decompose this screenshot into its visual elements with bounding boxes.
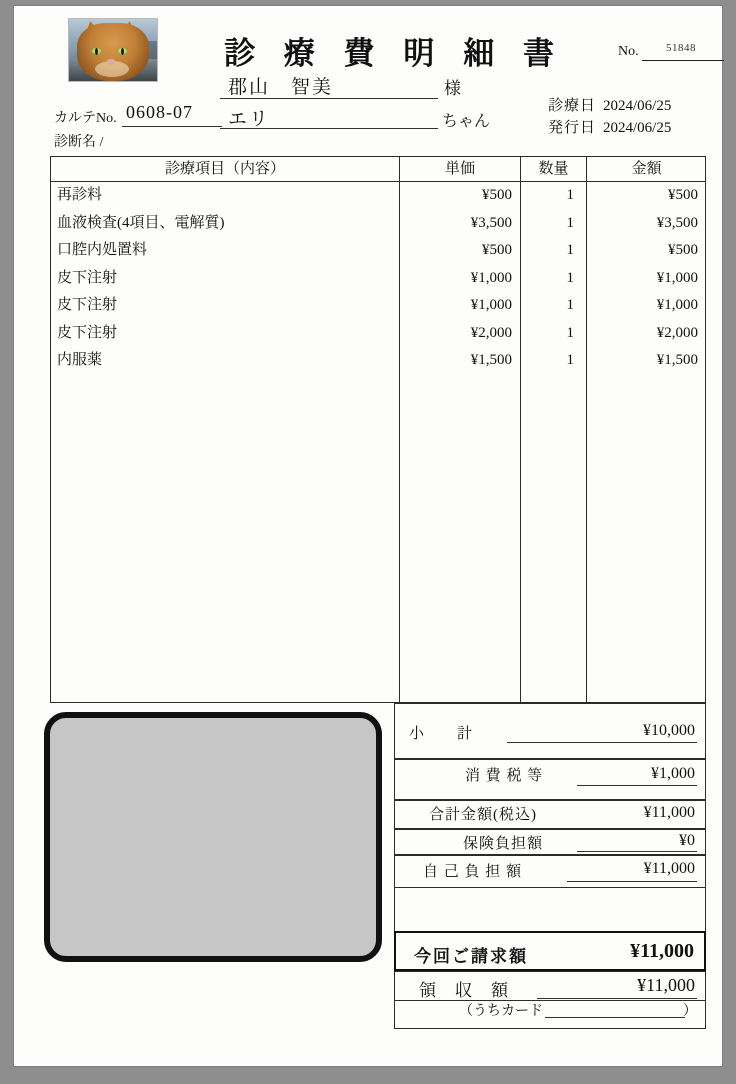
cell-amount: ¥1,000 — [656, 297, 698, 313]
pet-name: エリ — [228, 109, 271, 130]
column-header-unit-price: 単価 — [399, 157, 520, 181]
card-note-open: （うちカード — [459, 1004, 543, 1019]
cell-quantity: 1 — [566, 352, 574, 368]
column-header-quantity: 数量 — [520, 157, 586, 181]
cell-quantity: 1 — [566, 297, 574, 313]
billed-amount-label: 今回ご請求額 — [414, 947, 528, 966]
self-pay-value: ¥11,000 — [643, 860, 695, 877]
cell-quantity: 1 — [566, 187, 574, 203]
cell-unit-price: ¥3,500 — [470, 214, 512, 231]
cell-amount: ¥500 — [668, 187, 698, 203]
cell-item: 皮下注射 — [57, 269, 118, 286]
pet-name-rule — [220, 128, 438, 129]
billed-amount-value: ¥11,000 — [630, 940, 694, 962]
subtotal-rule — [507, 742, 697, 743]
visit-date-value: 2024/06/25 — [603, 98, 672, 114]
cell-unit-price: ¥2,000 — [470, 324, 512, 341]
redaction-block — [44, 712, 382, 962]
issue-date-row — [548, 116, 671, 137]
cell-item: 口腔内処置料 — [57, 242, 148, 258]
total-label: 合計金額(税込) — [429, 807, 537, 823]
total-value: ¥11,000 — [643, 804, 695, 821]
cat-nose-icon — [107, 59, 115, 65]
visit-date-label: 診療日 — [548, 98, 597, 114]
table-row — [51, 292, 705, 320]
table-header-row — [51, 157, 705, 182]
cat-pupil-left-icon — [95, 48, 98, 55]
visit-date-row — [548, 94, 671, 115]
table-row — [51, 210, 705, 238]
table-body — [51, 182, 705, 702]
cell-amount: ¥3,500 — [656, 214, 698, 231]
column-header-item: 診療項目（内容） — [164, 161, 285, 177]
table-row — [51, 320, 705, 348]
paper-sheet — [14, 6, 722, 1066]
received-amount-value: ¥11,000 — [637, 975, 695, 995]
receipt-no-label: No. — [618, 44, 639, 59]
cell-unit-price: ¥1,000 — [470, 269, 512, 286]
karte-no-label: カルテNo. — [54, 111, 117, 126]
owner-name-suffix: 様 — [444, 79, 461, 98]
total-row — [394, 800, 706, 829]
cell-amount: ¥1,500 — [656, 352, 698, 368]
card-note-row — [394, 1001, 706, 1029]
tax-value: ¥1,000 — [651, 765, 695, 782]
karte-no-rule — [122, 126, 222, 127]
cell-unit-price: ¥500 — [482, 242, 512, 258]
karte-no-value: 0608-07 — [126, 102, 193, 122]
column-header-amount: 金額 — [586, 157, 706, 181]
pet-name-suffix: ちゃん — [442, 113, 491, 130]
cell-item: 皮下注射 — [57, 324, 118, 341]
subtotal-value: ¥10,000 — [643, 722, 695, 739]
cell-unit-price: ¥1,000 — [470, 297, 512, 313]
card-note-rule — [545, 1017, 685, 1018]
cell-item: 内服薬 — [57, 352, 103, 368]
table-row — [51, 265, 705, 293]
cell-amount: ¥500 — [668, 242, 698, 258]
scan-edge-left — [0, 0, 14, 1084]
tax-rule — [577, 785, 697, 786]
cell-quantity: 1 — [566, 242, 574, 258]
cell-quantity: 1 — [566, 214, 574, 231]
cell-amount: ¥1,000 — [656, 269, 698, 286]
cell-unit-price: ¥1,500 — [470, 352, 512, 368]
cell-amount: ¥2,000 — [656, 324, 698, 341]
table-row — [51, 347, 705, 375]
diagnosis-label: 診断名 / — [54, 135, 104, 150]
cat-pupil-right-icon — [121, 48, 124, 55]
cell-item: 皮下注射 — [57, 297, 118, 313]
owner-name: 郡山 智美 — [228, 77, 334, 98]
insurance-rule — [577, 851, 697, 852]
cell-quantity: 1 — [566, 324, 574, 341]
owner-name-rule — [220, 98, 438, 99]
card-note-close: ） — [683, 1004, 697, 1019]
self-pay-row — [394, 855, 706, 888]
self-pay-label: 自 己 負 担 額 — [423, 864, 523, 880]
table-row — [51, 237, 705, 265]
receipt-no-rule — [642, 60, 724, 61]
totals-spacer — [394, 888, 706, 931]
received-amount-rule — [537, 998, 697, 999]
cell-item: 再診料 — [57, 187, 103, 203]
self-pay-rule — [567, 881, 697, 882]
insurance-value: ¥0 — [679, 832, 695, 849]
page-title: 診 療 費 明 細 書 — [224, 36, 563, 72]
tax-row — [394, 759, 706, 800]
subtotal-label: 小 計 — [409, 726, 474, 742]
scan-edge-bottom — [0, 1066, 736, 1084]
cell-unit-price: ¥500 — [482, 187, 512, 203]
cell-quantity: 1 — [566, 269, 574, 286]
insurance-row — [394, 829, 706, 855]
table-row — [51, 182, 705, 210]
pet-photo — [68, 18, 158, 82]
insurance-label: 保険負担額 — [463, 836, 544, 852]
issue-date-label: 発行日 — [548, 120, 597, 136]
cell-item: 血液検査(4項目、電解質) — [57, 214, 225, 231]
billed-amount-row — [394, 931, 706, 971]
received-amount-label: 領 収 額 — [419, 981, 509, 1000]
scan-edge-right — [722, 0, 736, 1084]
issue-date-value: 2024/06/25 — [603, 120, 672, 136]
received-amount-row — [394, 971, 706, 1001]
line-items-table — [50, 156, 706, 703]
tax-label: 消 費 税 等 — [465, 768, 544, 784]
subtotal-row — [394, 703, 706, 759]
receipt-no-value: 51848 — [666, 42, 696, 54]
